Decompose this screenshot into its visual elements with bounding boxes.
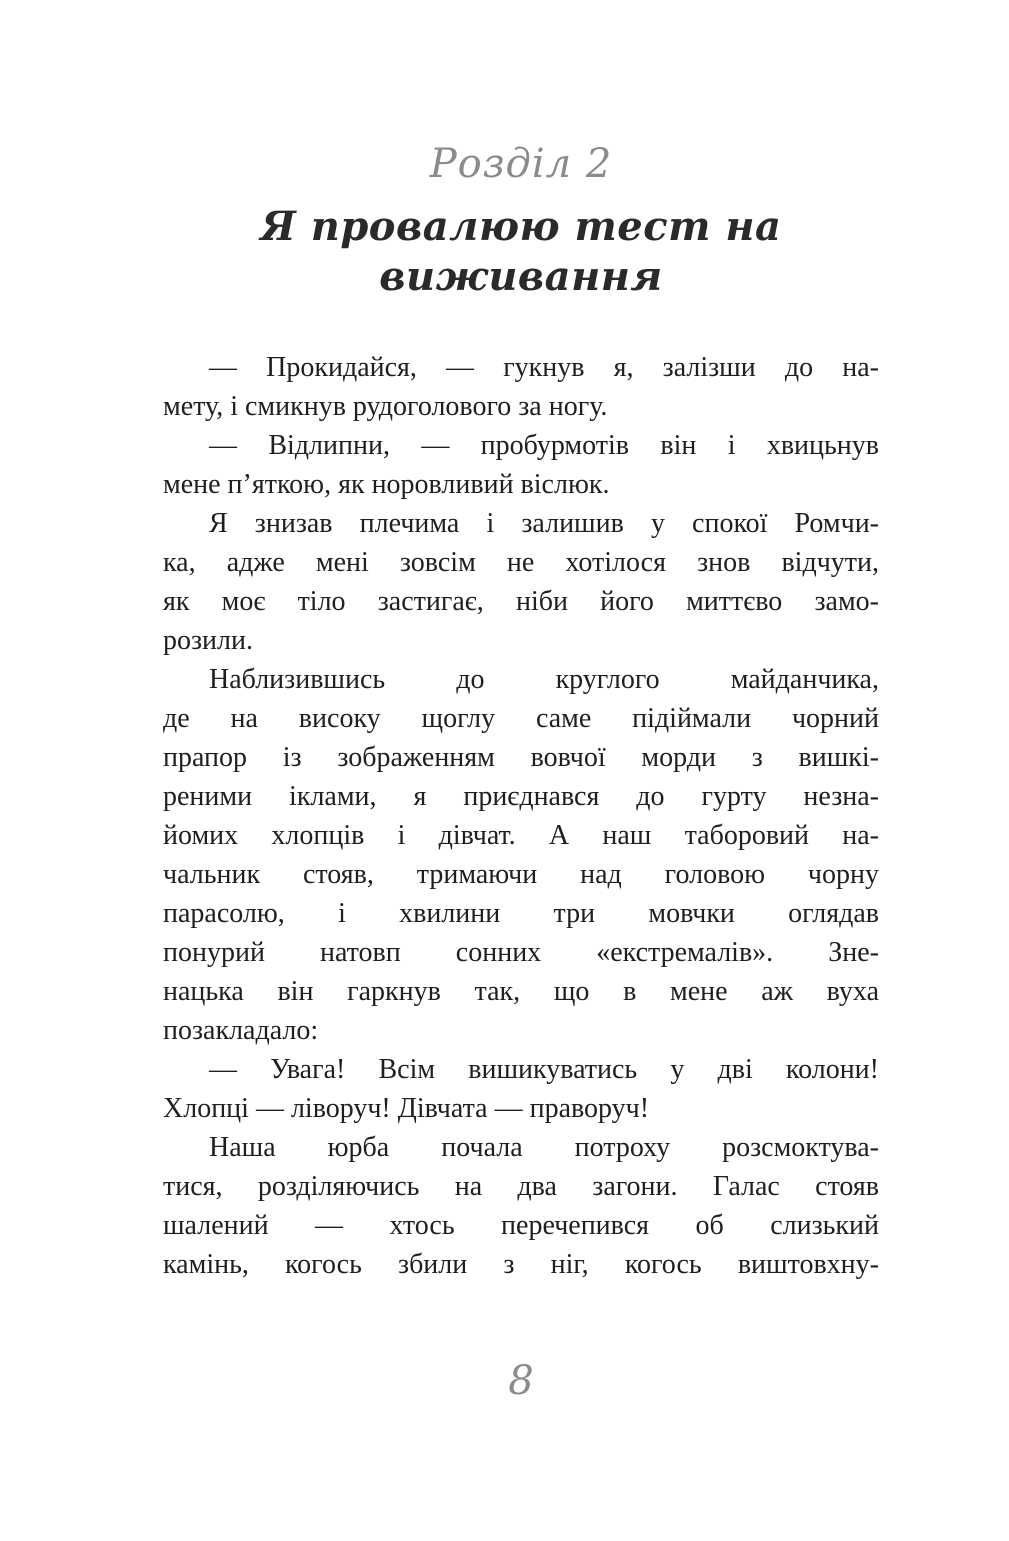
- text-line: — Увага! Всім вишикуватись у дві колони!: [209, 1054, 879, 1085]
- paragraph: [163, 660, 879, 1050]
- text-line: мету, і смикнув рудоголового за ногу.: [163, 391, 608, 422]
- page-number: 8: [508, 1358, 534, 1404]
- paragraph: [163, 1128, 879, 1284]
- text-line: Наша юрба почала потроху розсмоктува-: [209, 1132, 879, 1163]
- text-line: шалений — хтось перечепився об слизький: [163, 1210, 879, 1241]
- body-text: [163, 348, 879, 1284]
- text-line: нацька він гаркнув так, що в мене аж вуха: [163, 976, 879, 1007]
- chapter-label: Розділ 2: [429, 141, 613, 187]
- text-line: понурий натовп сонних «екстремалів». Зне-: [163, 937, 879, 968]
- text-line: реними іклами, я приєднався до гурту незна-: [163, 781, 879, 812]
- page-content: [163, 0, 879, 1404]
- text-line: позакладало:: [163, 1015, 319, 1046]
- text-line: — Відлипни, — пробурмотів він і хвицьнув: [209, 430, 879, 461]
- paragraph: [163, 504, 879, 660]
- paragraph: [163, 1050, 879, 1128]
- text-line: Я знизав плечима і залишив у спокої Ромчи-: [209, 508, 879, 539]
- text-line: Наблизившись до круглого майданчика,: [209, 664, 879, 695]
- paragraph: [163, 348, 879, 426]
- text-line: прапор із зображенням вовчої морди з вишкі-: [163, 742, 879, 773]
- text-line: де на високу щоглу саме підіймали чорний: [163, 703, 879, 734]
- paragraph: [163, 426, 879, 504]
- chapter-title: Я провалюю тест на виживання: [260, 203, 782, 300]
- text-line: — Прокидайся, — гукнув я, залізши до на-: [209, 352, 879, 383]
- text-line: камінь, когось збили з ніг, когось виштовхну-: [163, 1249, 879, 1280]
- text-line: тися, розділяючись на два загони. Галас стояв: [163, 1171, 879, 1202]
- text-line: чальник стояв, тримаючи над головою чорну: [163, 859, 879, 890]
- text-line: мене п’яткою, як норовливий віслюк.: [163, 469, 610, 500]
- text-line: розили.: [163, 625, 254, 656]
- text-line: парасолю, і хвилини три мовчки оглядав: [163, 898, 879, 929]
- text-line: ка, адже мені зовсім не хотілося знов відчути,: [163, 547, 879, 578]
- text-line: йомих хлопців і дівчат. А наш таборовий на-: [163, 820, 879, 851]
- text-line: як моє тіло застигає, ніби його миттєво замо-: [163, 586, 879, 617]
- text-line: Хлопці — ліворуч! Дівчата — праворуч!: [163, 1093, 650, 1124]
